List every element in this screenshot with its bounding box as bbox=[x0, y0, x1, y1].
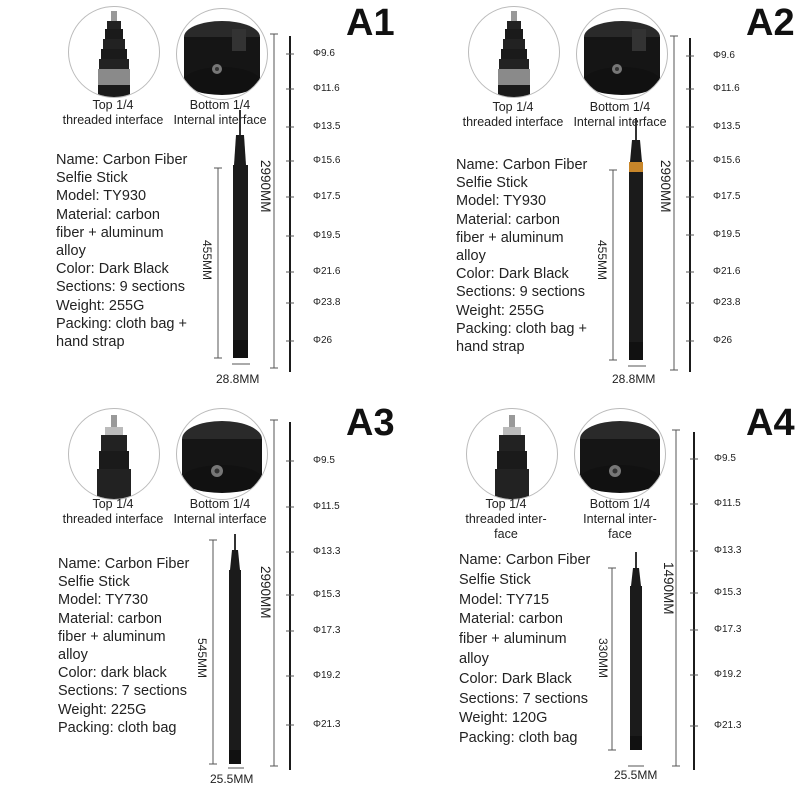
diameter-label: Φ9.5 bbox=[313, 455, 335, 466]
top-interface-caption: Top 1/4 threaded inter- face bbox=[465, 497, 547, 541]
diameter-label: Φ15.6 bbox=[313, 155, 341, 166]
extended-stick bbox=[686, 38, 694, 372]
diameter-label: Φ17.5 bbox=[313, 191, 341, 202]
collapsed-stick bbox=[629, 118, 643, 360]
spec-material: Material: carbon fiber + aluminum alloy bbox=[56, 206, 164, 260]
diameter-label: Φ15.6 bbox=[713, 155, 741, 166]
diameter-label: Φ17.3 bbox=[313, 625, 341, 636]
stick-diagram bbox=[400, 400, 800, 800]
spec-model: Model: TY730 bbox=[58, 592, 149, 609]
collapsed-stick bbox=[233, 110, 248, 358]
total-length-label: 2990MM bbox=[658, 160, 673, 213]
spec-packing: Packing: cloth bag + hand strap bbox=[56, 315, 187, 351]
spec-model: Model: TY715 bbox=[459, 591, 550, 608]
section-length-label: 545MM bbox=[195, 638, 209, 679]
panel-label: A4 bbox=[746, 402, 795, 444]
spec-weight: Weight: 255G bbox=[456, 302, 545, 319]
spec-material: Material: carbon fiber + aluminum alloy bbox=[456, 211, 564, 265]
diameter-label: Φ9.5 bbox=[714, 453, 736, 464]
spec-color: Color: Dark Black bbox=[459, 670, 572, 687]
diameter-label: Φ9.6 bbox=[713, 50, 735, 61]
top-interface-caption: Top 1/4 threaded interface bbox=[462, 100, 564, 129]
bottom-interface-caption: Bottom 1/4 Internal interface bbox=[573, 100, 667, 129]
spec-model: Model: TY930 bbox=[56, 188, 147, 205]
diameter-label: Φ17.5 bbox=[713, 191, 741, 202]
spec-material: Material: carbon fiber + aluminum alloy bbox=[58, 610, 166, 664]
spec-color: Color: Dark Black bbox=[56, 261, 169, 278]
width-label: 28.8MM bbox=[612, 372, 656, 386]
spec-color: Color: Dark Black bbox=[456, 266, 569, 283]
diameter-label: Φ19.2 bbox=[313, 670, 341, 681]
spec-weight: Weight: 255G bbox=[56, 297, 145, 314]
bottom-interface-caption: Bottom 1/4 Internal interface bbox=[173, 497, 267, 526]
spec-name: Name: Carbon Fiber Selfie Stick bbox=[56, 152, 188, 187]
diameter-label: Φ11.5 bbox=[313, 501, 340, 512]
spec-sections: Sections: 9 sections bbox=[56, 279, 185, 296]
diameter-label: Φ11.6 bbox=[713, 83, 740, 94]
panel-a3 bbox=[0, 400, 400, 800]
spec-weight: Weight: 225G bbox=[58, 701, 147, 718]
total-length-label: 2990MM bbox=[258, 160, 273, 213]
diameter-label: Φ19.5 bbox=[713, 229, 741, 240]
spec-weight: Weight: 120G bbox=[459, 710, 548, 727]
spec-packing: Packing: cloth bag bbox=[58, 719, 177, 736]
diameter-label: Φ23.8 bbox=[313, 297, 341, 308]
panel-a1 bbox=[0, 0, 400, 400]
spec-name: Name: Carbon Fiber Selfie Stick bbox=[58, 556, 190, 591]
spec-sections: Sections: 7 sections bbox=[58, 683, 187, 700]
extended-stick bbox=[286, 36, 294, 372]
width-label: 25.5MM bbox=[210, 772, 254, 786]
spec-model: Model: TY930 bbox=[456, 193, 547, 210]
width-label: 28.8MM bbox=[216, 372, 260, 386]
diameter-label: Φ19.5 bbox=[313, 230, 341, 241]
section-length-label: 455MM bbox=[595, 240, 609, 281]
spec-color: Color: dark black bbox=[58, 665, 167, 682]
panel-a4 bbox=[400, 400, 800, 800]
spec-sections: Sections: 9 sections bbox=[456, 284, 585, 301]
diameter-label: Φ9.6 bbox=[313, 48, 335, 59]
spec-packing: Packing: cloth bag bbox=[459, 730, 578, 747]
bottom-interface-caption: Bottom 1/4 Internal interface bbox=[173, 98, 267, 127]
diameter-label: Φ13.5 bbox=[713, 121, 741, 132]
diameter-label: Φ26 bbox=[713, 335, 733, 346]
panel-a2 bbox=[400, 0, 800, 400]
spec-name: Name: Carbon Fiber Selfie Stick bbox=[456, 157, 588, 192]
section-length-label: 455MM bbox=[200, 240, 214, 281]
collapsed-stick bbox=[630, 552, 642, 750]
stick-diagram bbox=[0, 400, 400, 800]
diameter-label: Φ17.3 bbox=[714, 624, 742, 635]
diameter-label: Φ11.6 bbox=[313, 83, 340, 94]
diameter-label: Φ15.3 bbox=[714, 587, 742, 598]
spec-material: Material: carbon fiber + aluminum alloy bbox=[459, 611, 567, 667]
diameter-label: Φ11.5 bbox=[714, 498, 741, 509]
spec-sections: Sections: 7 sections bbox=[459, 690, 588, 707]
extended-stick bbox=[286, 422, 294, 770]
total-length-label: 2990MM bbox=[258, 566, 273, 619]
diameter-label: Φ21.6 bbox=[313, 266, 341, 277]
collapsed-stick bbox=[229, 534, 241, 764]
diameter-label: Φ26 bbox=[313, 335, 333, 346]
panel-label: A1 bbox=[346, 2, 395, 44]
top-interface-caption: Top 1/4 threaded interface bbox=[62, 497, 164, 526]
spec-name: Name: Carbon Fiber Selfie Stick bbox=[459, 552, 591, 588]
diameter-label: Φ21.6 bbox=[713, 266, 741, 277]
panel-label: A3 bbox=[346, 402, 395, 444]
panel-label: A2 bbox=[746, 2, 795, 44]
diameter-label: Φ21.3 bbox=[313, 719, 341, 730]
total-length-label: 1490MM bbox=[661, 562, 676, 615]
spec-packing: Packing: cloth bag + hand strap bbox=[456, 320, 587, 356]
diameter-label: Φ23.8 bbox=[713, 297, 741, 308]
extended-stick bbox=[690, 432, 698, 770]
diameter-label: Φ15.3 bbox=[313, 589, 341, 600]
diameter-label: Φ13.5 bbox=[313, 121, 341, 132]
width-label: 25.5MM bbox=[614, 768, 658, 782]
top-interface-caption: Top 1/4 threaded interface bbox=[62, 98, 164, 127]
diameter-label: Φ13.3 bbox=[313, 546, 341, 557]
bottom-interface-caption: Bottom 1/4 Internal inter- face bbox=[583, 497, 657, 541]
diameter-label: Φ19.2 bbox=[714, 669, 742, 680]
diameter-label: Φ21.3 bbox=[714, 720, 742, 731]
section-length-label: 330MM bbox=[596, 638, 610, 679]
diameter-label: Φ13.3 bbox=[714, 545, 742, 556]
